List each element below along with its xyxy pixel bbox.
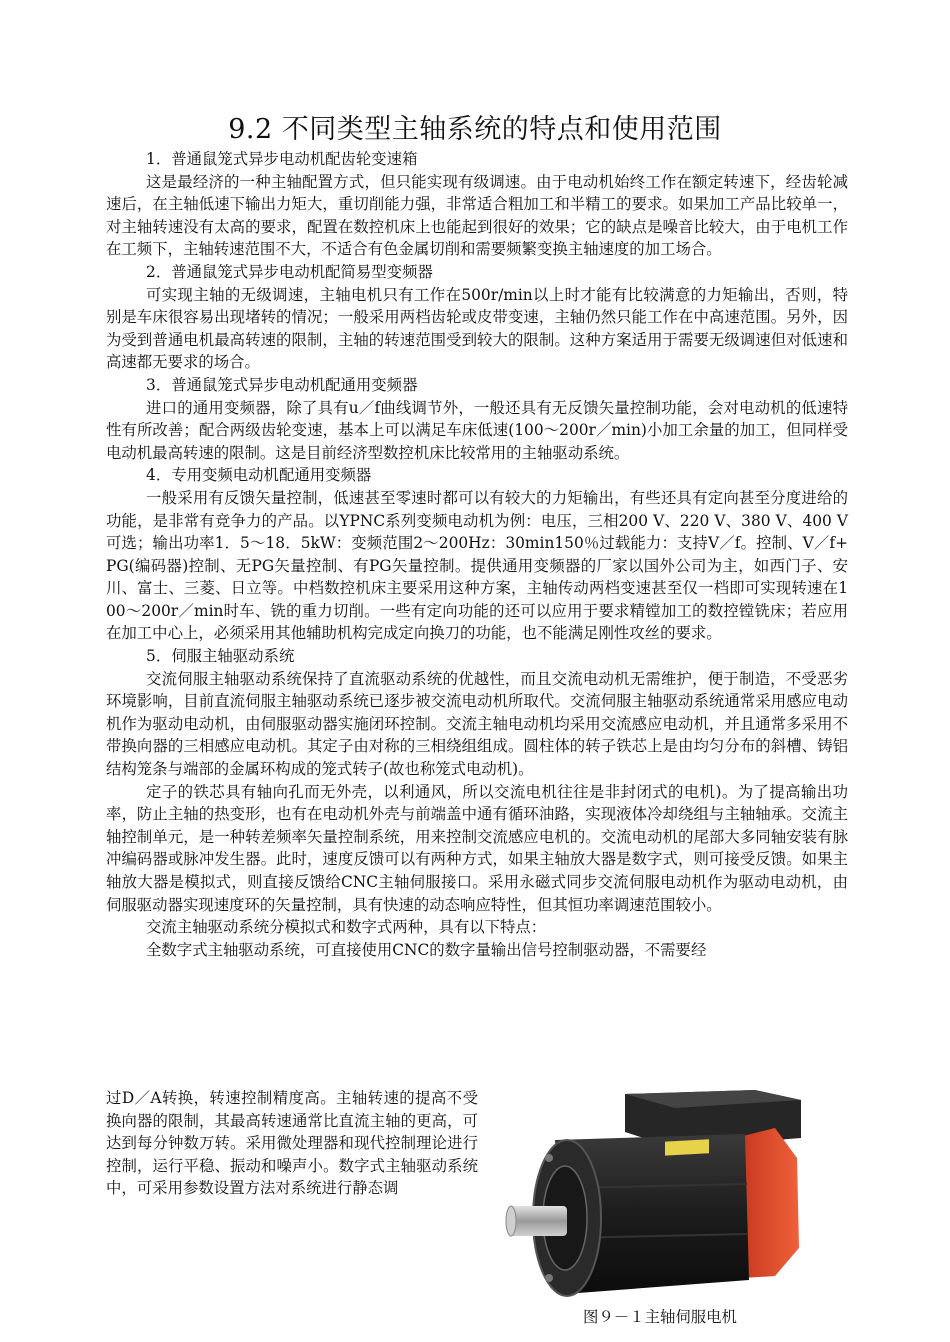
section-heading-2: 2．普通鼠笼式异步电动机配简易型变频器 <box>146 262 433 281</box>
paragraph: 进口的通用变频器，除了具有u／f曲线调节外，一般还具有无反馈矢量控制功能，会对电动机的低速特性有所改善；配合两级齿轮变速，基本上可以满足车床低速(100～200r／min)小加工余量的加工，但同样受电动机最高转速的限制。这是目前经济型数控机床比较常用的主轴驱动系统。 <box>106 398 848 462</box>
section-heading-4: 4．专用变频电动机配通用变频器 <box>146 466 372 485</box>
paragraph: 这是最经济的一种主轴配置方式，但只能实现有级调速。由于电动机始终工作在额定转速下，经齿轮减速后，在主轴低速下输出力矩大，重切削能力强，非常适合粗加工和半精工的要求。如果加工产品比较单一，对主轴转速没有太高的要求，配置在数控机床上也能起到很好的效果；它的缺点是噪音比较大，由于电机工作在工频下，主轴转速范围不大，不适合有色金属切削和需要频繁变换主轴速度的加工场合。 <box>106 172 848 259</box>
page-title: 9.2 不同类型主轴系统的特点和使用范围 <box>228 114 722 145</box>
section-heading-1: 1．普通鼠笼式异步电动机配齿轮变速箱 <box>146 150 418 168</box>
paragraph: 一般采用有反馈矢量控制，低速甚至零速时都可以有较大的力矩输出，有些还具有定向甚至分度进给的功能，是非常有竞争力的产品。以YPNC系列变频电动机为例：电压，三相200 V、220 V、380 V、400 V可选；输出功率1．5～18．5kW：变频范围2～200Hz：30min150％过载能力：支持V／f。控制、V／f+PG(编码器)控制、无PG矢量控制、有PG矢量控制。提供通用变频器的厂家以国外公司为主，如西门子、安川、富士、三菱、日立等。中档数控机床主要采用这种方案，主轴传动两档变速甚至仅一档即可实现转速在100～200r／min时车、铣的重力切削。一些有定向功能的还可以应用于要求精镗加工的数控镗铣床；若应用在加工中心上，必须采用其他辅助机构完成定向换刀的功能，也不能满足刚性攻丝的要求。 <box>106 488 848 643</box>
shaft-end <box>506 1206 516 1236</box>
paragraph: 可实现主轴的无级调速，主轴电机只有工作在500r/min以上时才能有比较满意的力矩输出，否则，特别是车床很容易出现堵转的情况；一般采用两档齿轮或皮带变速，主轴仍然只能工作在中高速范围。另外，因为受到普通电机最高转速的限制，主轴的转速范围受到较大的限制。这种方案适用于需要无级调速但对低速和高速都无要求的场合。 <box>106 285 848 372</box>
motor-shaft <box>509 1206 567 1236</box>
figure-caption: 图９－１主轴伺服电机 <box>583 1308 737 1326</box>
paragraph: 定子的铁芯具有轴向孔而无外壳，以利通风，所以交流电机往往是非封闭式的电机)。为了提高输出功率，防止主轴的热变形，也有在电动机外壳与前端盖中通有循环油路，实现液体冷却绕组与主轴轴承。交流主轴控制单元，是一种转差频率矢量控制系统，用来控制交流感应电机的。交流电动机的尾部大多同轴安装有脉冲编码器或脉冲发生器。此时，速度反馈可以有两种方式，如果主轴放大器是数字式，则可接受反馈。如果主轴放大器是模拟式，则直接反馈给CNC主轴伺服接口。采用永磁式同步交流伺服电动机作为驱动电动机，由伺服驱动器实现速度环的矢量控制，具有快速的动态响应特性，但其恒功率调速范围较小。 <box>106 782 848 914</box>
paragraph: 全数字式主轴驱动系统，可直接使用CNC的数字量输出信号控制驱动器，不需要经 <box>146 940 707 959</box>
section-heading-3: 3．普通鼠笼式异步电动机配通用变频器 <box>146 375 418 394</box>
servo-motor-figure <box>505 1088 805 1308</box>
wrapped-paragraph: 过D／A转换，转速控制精度高。主轴转速的提高不受换向器的限制，其最高转速通常比直流主轴的更高，可达到每分钟数万转。采用微处理器和现代控制理论进行控制，运行平稳、振动和噪声小。数字式主轴驱动系统中，可采用参数设置方法对系统进行静态调 <box>106 1089 478 1198</box>
paragraph: 交流伺服主轴驱动系统保持了直流驱动系统的优越性，而且交流电动机无需维护，便于制造，不受恶劣环境影响，目前直流伺服主轴驱动系统已逐步被交流电动机所取代。交流伺服主轴驱动系统通常采用感应电动机作为驱动电动机，由伺服驱动器实施闭环控制。交流主轴电动机均采用交流感应电动机，并且通常多采用不带换向器的三相感应电动机。其定子由对称的三相绕组组成。圆柱体的转子铁芯上是由均匀分布的斜槽、铸铝结构笼条与端部的金属环构成的笼式转子(故也称笼式电动机)。 <box>106 669 848 779</box>
bolt-hole <box>545 1154 553 1162</box>
servo-motor-image <box>505 1088 805 1308</box>
fan-cover <box>743 1128 799 1278</box>
section-heading-5: 5．伺服主轴驱动系统 <box>146 647 295 666</box>
nameplate-label <box>665 1139 709 1155</box>
paragraph: 交流主轴驱动系统分模拟式和数字式两种，具有以下特点： <box>146 918 547 937</box>
bolt-hole <box>545 1274 553 1282</box>
body-text <box>106 148 848 961</box>
